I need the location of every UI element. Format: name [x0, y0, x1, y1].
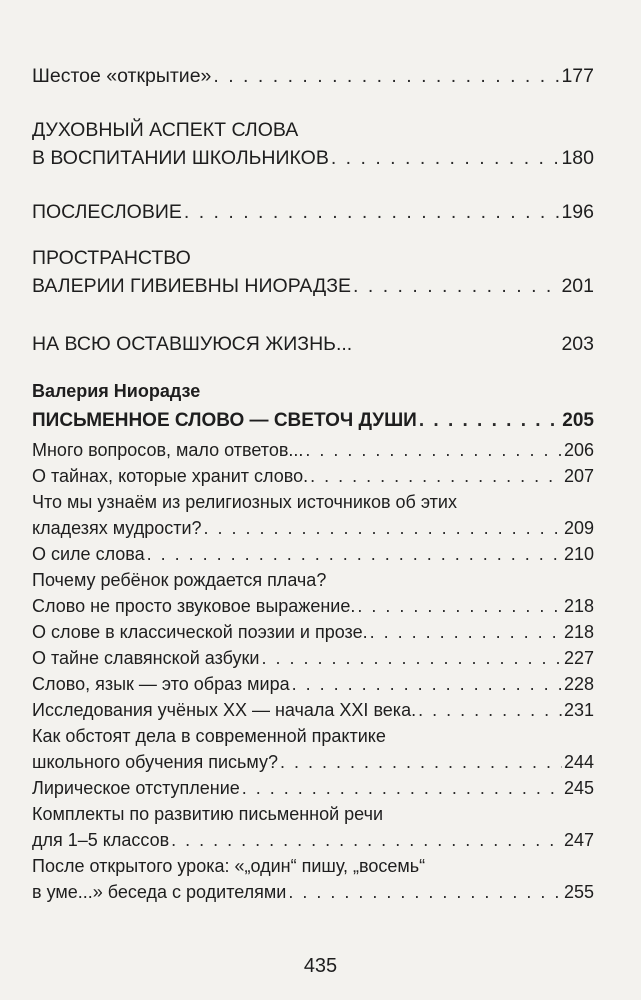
toc-entry-title: ПРОСТРАНСТВО — [32, 247, 191, 269]
toc-entry — [32, 567, 594, 593]
dot-leader — [213, 62, 559, 90]
dot-leader — [419, 408, 560, 434]
toc-entry-page: 210 — [563, 544, 594, 564]
toc-entry-page: 218 — [563, 622, 594, 642]
dot-leader — [184, 198, 560, 226]
dot-leader — [280, 749, 562, 775]
dot-leader — [305, 437, 562, 463]
book-title: ПИСЬМЕННОЕ СЛОВО — СВЕТОЧ ДУШИ — [32, 410, 417, 431]
dot-leader — [370, 619, 562, 645]
dot-leader — [418, 697, 562, 723]
dot-leader — [261, 645, 561, 671]
toc-entry-title: О тайне славянской азбуки — [32, 648, 260, 668]
toc-entry — [32, 463, 594, 489]
toc-entry-page: 180 — [561, 147, 594, 169]
toc-entry-page: 196 — [561, 201, 594, 223]
toc-entry-title: Много вопросов, мало ответов... — [32, 440, 304, 460]
toc-entry-title-cont: для 1–5 классов — [32, 830, 170, 850]
toc-entry-title: О силе слова — [32, 544, 145, 564]
toc-entry-title: НА ВСЮ ОСТАВШУЮСЯ ЖИЗНЬ... — [32, 333, 353, 355]
toc-entry-title: Комплекты по развитию письменной речи — [32, 804, 384, 824]
toc-entry-page: 207 — [563, 466, 594, 486]
dot-leader — [292, 671, 562, 697]
toc-entry — [32, 116, 594, 172]
author-name: Валерия Ниорадзе — [32, 381, 201, 401]
toc-entry-title: После открытого урока: «„один“ пишу, „восемь“ — [32, 856, 426, 876]
toc-entry — [32, 437, 594, 463]
toc-entry-title: ДУХОВНЫЙ АСПЕКТ СЛОВА — [32, 119, 299, 141]
toc-entry-page: 245 — [563, 778, 594, 798]
toc-entry — [32, 541, 594, 567]
dot-leader — [242, 775, 562, 801]
toc-entry-title: Исследования учёных XX — начала XXI века. — [32, 700, 417, 720]
toc-entry-page: 227 — [563, 648, 594, 668]
toc-entry-title: Слово, язык — это образ мира — [32, 674, 290, 694]
toc-entry — [32, 775, 594, 801]
toc-entry-title: О тайнах, которые хранит слово. — [32, 466, 309, 486]
page-number: 435 — [303, 955, 338, 977]
toc-entry — [32, 645, 594, 671]
toc-entry — [32, 198, 594, 226]
dot-leader — [331, 144, 560, 172]
toc-entry-title-cont: школьного обучения письму? — [32, 752, 278, 772]
toc-entry-title: Почему ребёнок рождается плача? — [32, 570, 327, 590]
toc-entry-page: 203 — [561, 333, 594, 355]
toc-entry-title: Как обстоят дела в современной практике — [32, 726, 386, 746]
toc-entry-page: 255 — [563, 882, 594, 902]
toc-entry — [32, 723, 594, 775]
dot-leader — [353, 272, 559, 300]
dot-leader — [147, 541, 562, 567]
toc-entry-page: 218 — [563, 596, 594, 616]
dot-leader — [357, 593, 562, 619]
toc-entry-page: 209 — [563, 518, 594, 538]
toc-entry-page: 247 — [563, 830, 594, 850]
toc-entry-title-cont: ВАЛЕРИИ ГИВИЕВНЫ НИОРАДЗЕ — [32, 275, 352, 297]
dot-leader — [204, 515, 562, 541]
toc-entry — [32, 593, 594, 619]
toc-entry — [32, 330, 594, 358]
dot-leader — [310, 463, 562, 489]
toc-entry-title: О слове в классической поэзии и прозе. — [32, 622, 368, 642]
book-title-entry — [32, 408, 594, 434]
toc-entry — [32, 697, 594, 723]
toc-entry — [32, 671, 594, 697]
toc-entry — [32, 853, 594, 905]
toc-entry-title-cont: в уме...» беседа с родителями — [32, 882, 287, 902]
toc-entry-title: Лирическое отступление — [32, 778, 240, 798]
dot-leader — [288, 879, 562, 905]
toc-entry-page: 231 — [563, 700, 594, 720]
toc-entry-title-cont: кладезях мудрости? — [32, 518, 202, 538]
toc-entry-page: 206 — [563, 440, 594, 460]
toc-entry-title: Что мы узнаём из религиозных источников об этих — [32, 492, 457, 512]
toc-entry — [32, 62, 594, 90]
toc-entry-title: ПОСЛЕСЛОВИЕ — [32, 201, 182, 223]
toc-entry — [32, 619, 594, 645]
toc-entry — [32, 801, 594, 853]
toc-entry — [32, 489, 594, 541]
book-title-page: 205 — [562, 410, 594, 431]
toc-entry-page: 177 — [561, 65, 594, 87]
toc-entry-page: 228 — [563, 674, 594, 694]
toc-entry-page: 244 — [563, 752, 594, 772]
toc-entry-title: Слово не просто звуковое выражение. — [32, 596, 356, 616]
toc-entry-title: Шестое «открытие» — [32, 65, 212, 87]
toc-entry-title-cont: В ВОСПИТАНИИ ШКОЛЬНИКОВ — [32, 147, 329, 169]
toc-entry — [32, 244, 594, 300]
dot-leader — [171, 827, 562, 853]
toc-entry-page: 201 — [561, 275, 594, 297]
